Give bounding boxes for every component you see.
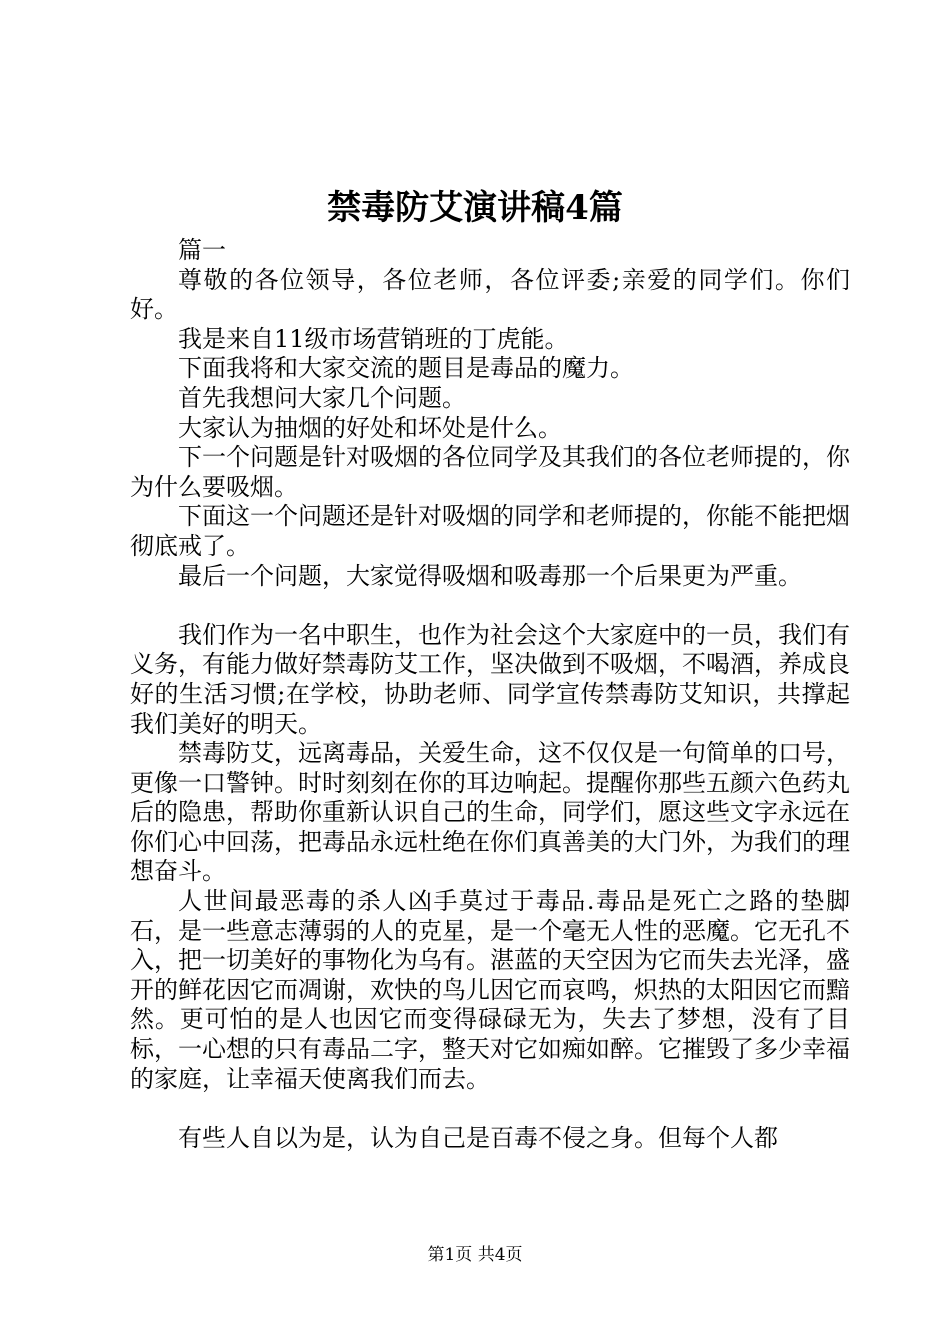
paragraph: 下一个问题是针对吸烟的各位同学及其我们的各位老师提的，你为什么要吸烟。 — [130, 443, 850, 501]
paragraph: 大家认为抽烟的好处和坏处是什么。 — [178, 413, 562, 442]
paragraph: 最后一个问题，大家觉得吸烟和吸毒那一个后果更为严重。 — [178, 561, 802, 590]
paragraph: 我是来自11级市场营销班的丁虎能。 — [178, 324, 569, 353]
paragraph: 篇一 — [178, 236, 226, 264]
page-footer: 第1页 共4页 — [427, 1245, 523, 1265]
paragraph: 尊敬的各位领导，各位老师，各位评委;亲爱的同学们。你们好。 — [130, 265, 850, 324]
document-title: 禁毒防艾演讲稿4篇 — [327, 188, 623, 228]
paragraph: 下面这一个问题还是针对吸烟的同学和老师提的，你能不能把烟彻底戒了。 — [130, 502, 850, 560]
document-body — [130, 236, 850, 1153]
paragraph: 首先我想问大家几个问题。 — [178, 383, 466, 412]
paragraph: 人世间最恶毒的杀人凶手莫过于毒品.毒品是死亡之路的垫脚石，是一些意志薄弱的人的克星，是一个毫无人性的恶魔。它无孔不入，把一切美好的事物化为乌有。湛蓝的天空因为它而失去光泽，盛开的鲜花因它而凋谢，欢快的鸟儿因它而哀鸣，炽热的太阳因它而黯然。更可怕的是人也因它而变得碌碌无为，失去了梦想，没有了目标，一心想的只有毒品二字，整天对它如痴如醉。它摧毁了多少幸福的家庭，让幸福天使离我们而去。 — [130, 887, 850, 1093]
paragraph: 禁毒防艾，远离毒品，关爱生命，这不仅仅是一句简单的口号，更像一口警钟。时时刻刻在你的耳边响起。提醒你那些五颜六色药丸后的隐患，帮助你重新认识自己的生命，同学们，愿这些文字永远在你们心中回荡，把毒品永远杜绝在你们真善美的大门外，为我们的理想奋斗。 — [130, 739, 850, 886]
paragraph: 我们作为一名中职生，也作为社会这个大家庭中的一员，我们有义务，有能力做好禁毒防艾工作，坚决做到不吸烟，不喝酒，养成良好的生活习惯;在学校，协助老师、同学宣传禁毒防艾知识，共撑起我们美好的明天。 — [130, 620, 850, 738]
paragraph: 下面我将和大家交流的题目是毒品的魔力。 — [178, 354, 634, 383]
paragraph: 有些人自以为是，认为自己是百毒不侵之身。但每个人都 — [178, 1123, 778, 1152]
